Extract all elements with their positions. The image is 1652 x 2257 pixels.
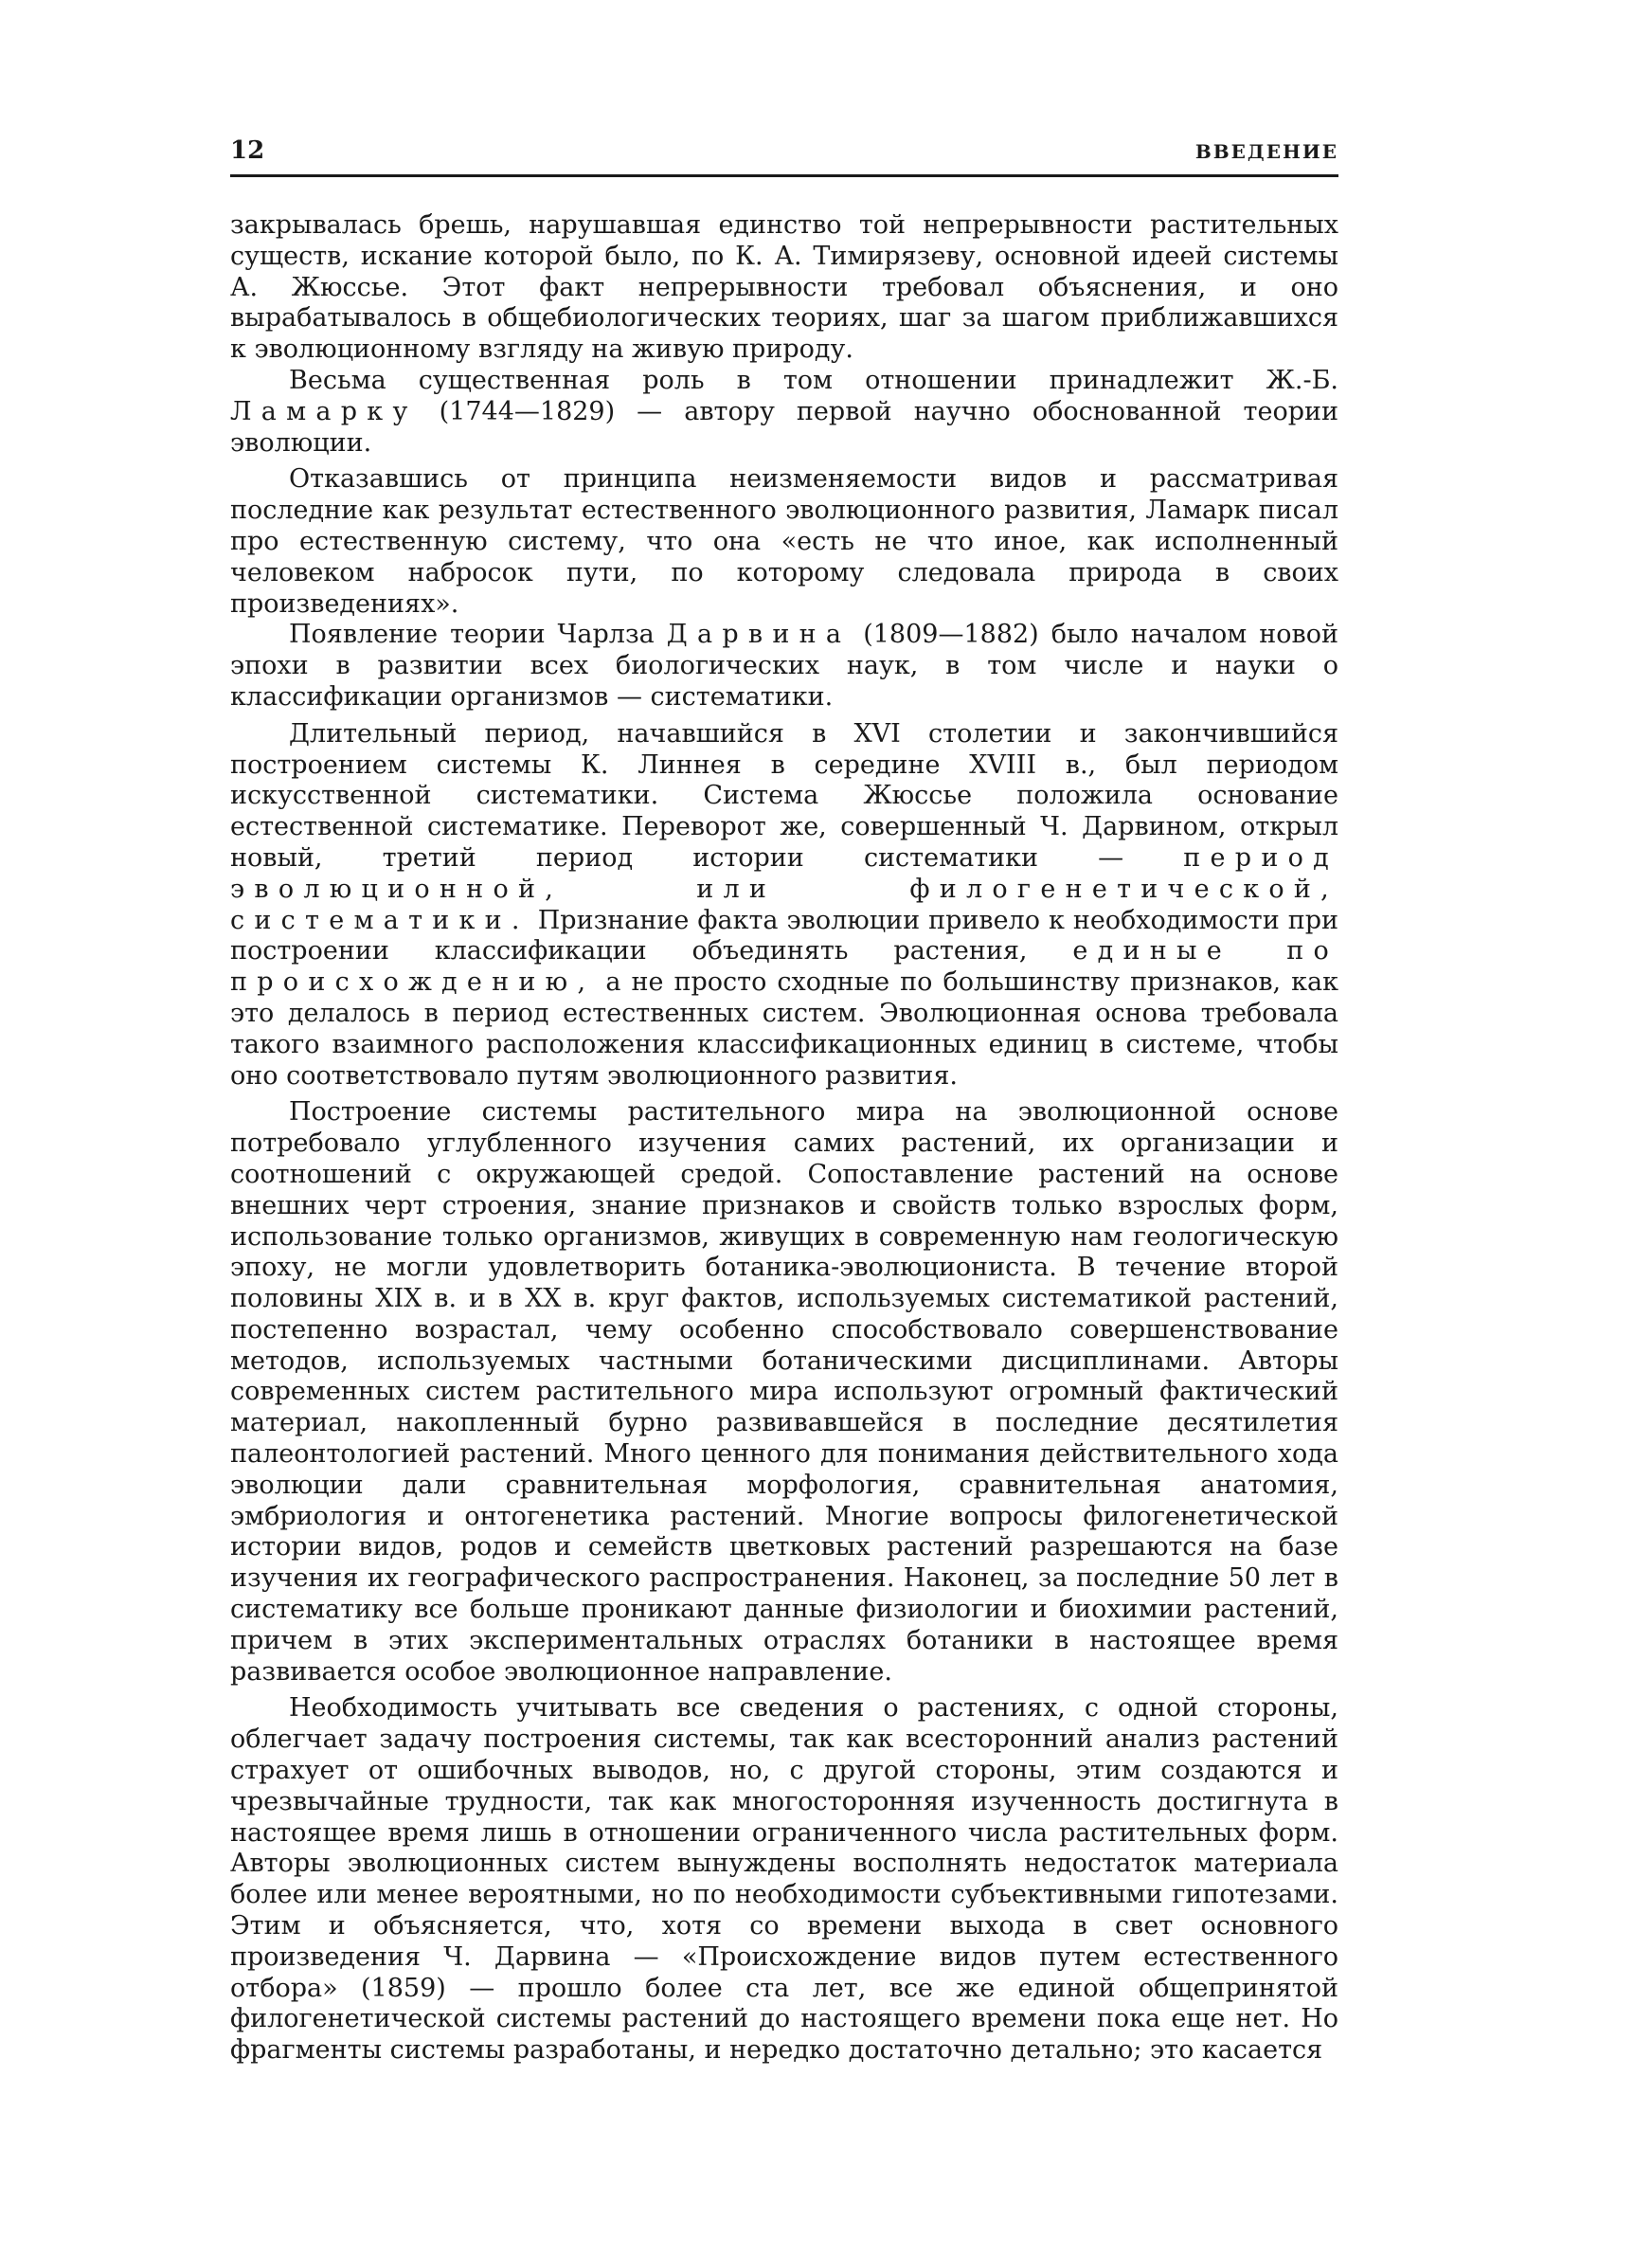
emphasis-evolutionary-period: период эволюционной, или филогенетической, систематики. <box>230 842 1338 935</box>
paragraph-7: Необходимость учитывать все сведения о растениях, с одной стороны, облегчает задачу построения системы, так как всесторонний анализ растений страхует от ошибочных выводов, но, с другой стороны, этим создаются и чрезвычайные трудности, так как многосторонняя изученность достигнута в настоящее время лишь в отношении ограниченного числа растительных форм. Авторы эволюционных систем вынуждены восполнять недостаток материала более или менее вероятными, но по необходимости субъективными гипотезами. Этим и объясняется, что, хотя со времени выхода в свет основного произведения Ч. Дарвина — «Происхождение видов путем естественного отбора» (1859) — прошло более ста лет, все же единой общепринятой филогенетической системы растений до настоящего времени пока еще нет. Но фрагменты системы разработаны, и нередко достаточно детально; это касается <box>230 1693 1338 2066</box>
paragraph-2-text-before: Весьма существенная роль в том отношении принадлежит Ж.-Б. <box>289 365 1338 395</box>
text-body <box>230 210 1338 2067</box>
paragraph-5 <box>230 719 1338 1092</box>
paragraph-5-text-middle: Признание факта эволюции привело к необходимости при построении классификации объединять растения, <box>230 905 1338 966</box>
page-number: 12 <box>230 136 265 165</box>
page-header <box>230 135 1338 177</box>
paragraph-4 <box>230 620 1338 713</box>
paragraph-3: Отказавшись от принципа неизменяемости видов и рассматривая последние как результат естественного эволюционного развития, Ламарк писал про естественную систему, что она «есть не что иное, как исполненный человеком набросок пути, по которому следовала природа в своих произведениях». <box>230 464 1338 619</box>
paragraph-1: закрывалась брешь, нарушавшая единство той непрерывности растительных существ, искание которой было, по К. А. Тимирязеву, основной идеей системы А. Жюссье. Этот факт непрерывности требовал объяснения, и оно вырабатывалось в общебиологических теориях, шаг за шагом приближавшихся к эволюционному взгляду на живую природу. <box>230 210 1338 365</box>
running-head: ВВЕДЕНИЕ <box>1194 140 1338 163</box>
paragraph-5-text-after: а не просто сходные по большинству признаков, как это делалось в период естественных систем. Эволюционная основа требовала такого взаимного расположения классификационных единиц в системе, чтобы оно соответствовало путям эволюционного развития. <box>230 967 1338 1091</box>
name-darwin: Дарвина <box>666 620 852 650</box>
name-lamarck: Ламарку <box>230 396 418 426</box>
paragraph-4-text-before: Появление теории Чарлза <box>289 620 667 650</box>
paragraph-2-text-after: (1744—1829) — автору первой научно обоснованной теории эволюции. <box>230 396 1338 458</box>
paragraph-2 <box>230 366 1338 459</box>
emphasis-united-by-origin: единые по происхождению, <box>230 936 1338 998</box>
paragraph-6: Построение системы растительного мира на эволюционной основе потребовало углубленного изучения самих растений, их организации и соотношений с окружающей средой. Сопоставление растений на основе внешних черт строения, знание признаков и свойств только взрослых форм, использование только организмов, живущих в современную нам геологическую эпоху, не могли удовлетворить ботаника-эволюциониста. В течение второй половины XIX в. и в XX в. круг фактов, используемых систематикой растений, постепенно возрастал, чему особенно способствовало совершенствование методов, используемых частными ботаническими дисциплинами. Авторы современных систем растительного мира используют огромный фактический материал, накопленный бурно развивавшейся в последние десятилетия палеонтологией растений. Много ценного для понимания действительного хода эволюции дали сравнительная морфология, сравнительная анатомия, эмбриология и онтогенетика растений. Многие вопросы филогенетической истории видов, родов и семейств цветковых растений разрешаются на базе изучения их географического распространения. Наконец, за последние 50 лет в систематику все больше проникают данные физиологии и биохимии растений, причем в этих экспериментальных отраслях ботаники в настоящее время развивается особое эволюционное направление. <box>230 1097 1338 1687</box>
paragraph-4-text-after: (1809—1882) было началом новой эпохи в развитии всех биологических наук, в том числе и науки о классификации организмов — систематики. <box>230 620 1338 712</box>
paragraph-5-text-before: Длительный период, начавшийся в XVI столетии и закончившийся построением системы К. Линнея в середине XVIII в., был периодом искусственной систематики. Система Жюссье положила основание естественной систематике. Переворот же, совершенный Ч. Дарвином, открыл новый, третий период истории систематики — <box>230 718 1338 873</box>
